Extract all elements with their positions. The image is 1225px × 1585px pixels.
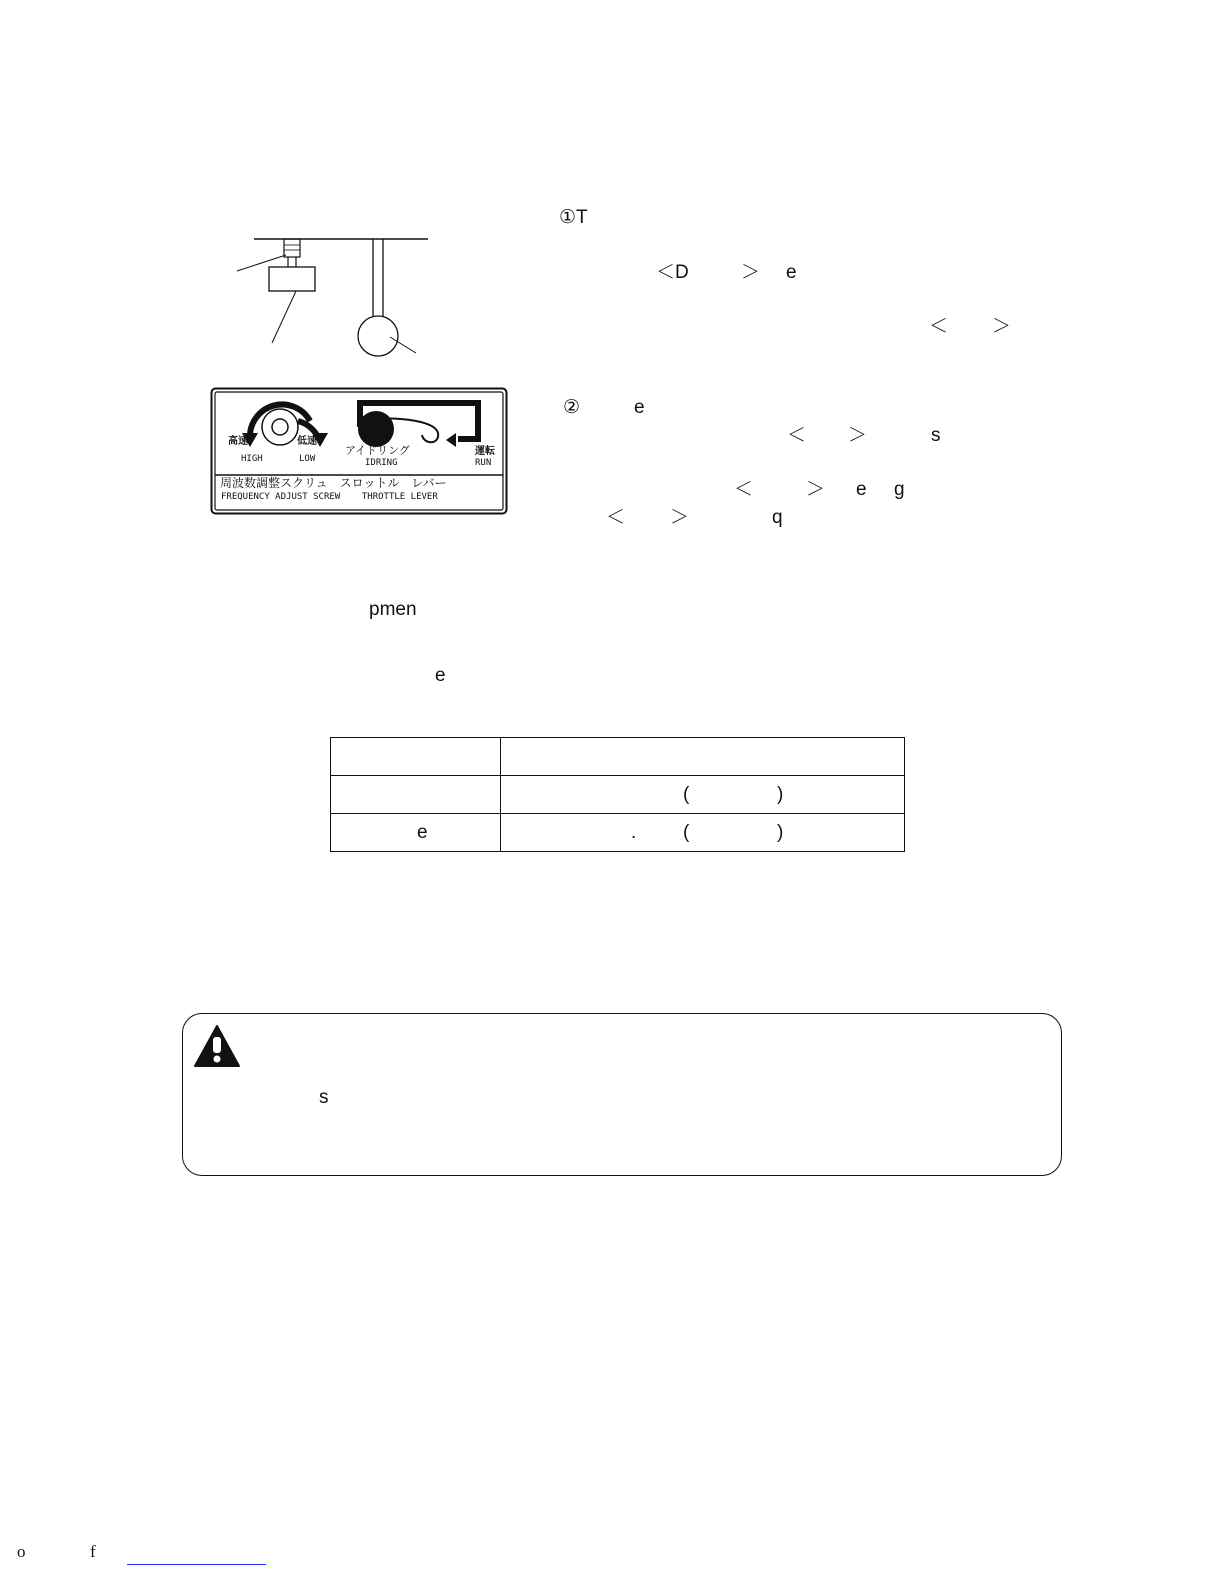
table-paren-close: ) <box>777 784 784 805</box>
label-high-jp: 高速 <box>228 436 248 447</box>
label-low-jp: 低速 <box>297 436 317 447</box>
table-dot: . <box>631 822 637 843</box>
step2-fragment-e: e <box>856 479 867 500</box>
paragraph-fragment-2: e <box>435 665 446 686</box>
footer-fragment-f: f <box>90 1542 96 1561</box>
footer-fragment-o: o <box>17 1542 26 1561</box>
spec-table <box>330 737 905 852</box>
table-cell <box>331 738 501 776</box>
table-cell <box>501 738 905 776</box>
throttle-mechanism-diagram <box>230 225 440 360</box>
footer-link[interactable] <box>127 1564 266 1565</box>
step2-fragment-q: q <box>772 507 783 528</box>
step2-fragment-s: s <box>931 425 941 446</box>
table-cell <box>331 814 501 852</box>
table-cell <box>501 776 905 814</box>
table-row <box>331 738 905 776</box>
step2-heading: ② <box>563 397 581 418</box>
table-cell <box>331 776 501 814</box>
paragraph-fragment-1: pmen <box>369 599 417 620</box>
table-cell <box>501 814 905 852</box>
step2-bracket-open-3: ＜ <box>606 507 626 528</box>
label-bottom-jp: 周波数調整スクリュ スロットル レバー <box>220 476 447 490</box>
table-paren-open: ( <box>683 822 690 843</box>
table-row <box>331 814 905 852</box>
table-cell-text: e <box>417 822 428 843</box>
step1-bracket-open: ＜D <box>656 262 689 283</box>
step2-fragment-g: g <box>894 479 905 500</box>
step1-bracket-close-2: ＞ <box>992 316 1012 337</box>
label-idle-en: IDRING <box>365 458 398 468</box>
label-run-en: RUN <box>475 458 492 468</box>
step1-bracket-close: ＞ <box>741 262 761 283</box>
label-high-en: HIGH <box>241 454 263 464</box>
warning-box <box>182 1013 1062 1176</box>
label-run-jp: 運転 <box>475 446 495 457</box>
step2-bracket-close: ＞ <box>848 425 868 446</box>
step2-bracket-close-3: ＞ <box>670 507 690 528</box>
step2-heading-fragment: e <box>634 397 645 418</box>
label-idle-jp: アイドリング <box>345 445 410 457</box>
table-row <box>331 776 905 814</box>
step1-heading: ①T <box>559 207 588 228</box>
step2-bracket-open-2: ＜ <box>734 479 754 500</box>
table-paren-open: ( <box>683 784 690 805</box>
step2-bracket-close-2: ＞ <box>806 479 826 500</box>
warning-text-fragment: s <box>319 1087 329 1108</box>
label-low-en: LOW <box>299 454 316 464</box>
label-bottom-en: FREQUENCY ADJUST SCREW THROTTLE LEVER <box>221 492 438 502</box>
step1-bracket-open-2: ＜ <box>929 316 949 337</box>
warning-triangle-icon <box>193 1024 241 1068</box>
step1-fragment: e <box>786 262 797 283</box>
table-paren-close: ) <box>777 822 784 843</box>
step2-bracket-open: ＜ <box>787 425 807 446</box>
